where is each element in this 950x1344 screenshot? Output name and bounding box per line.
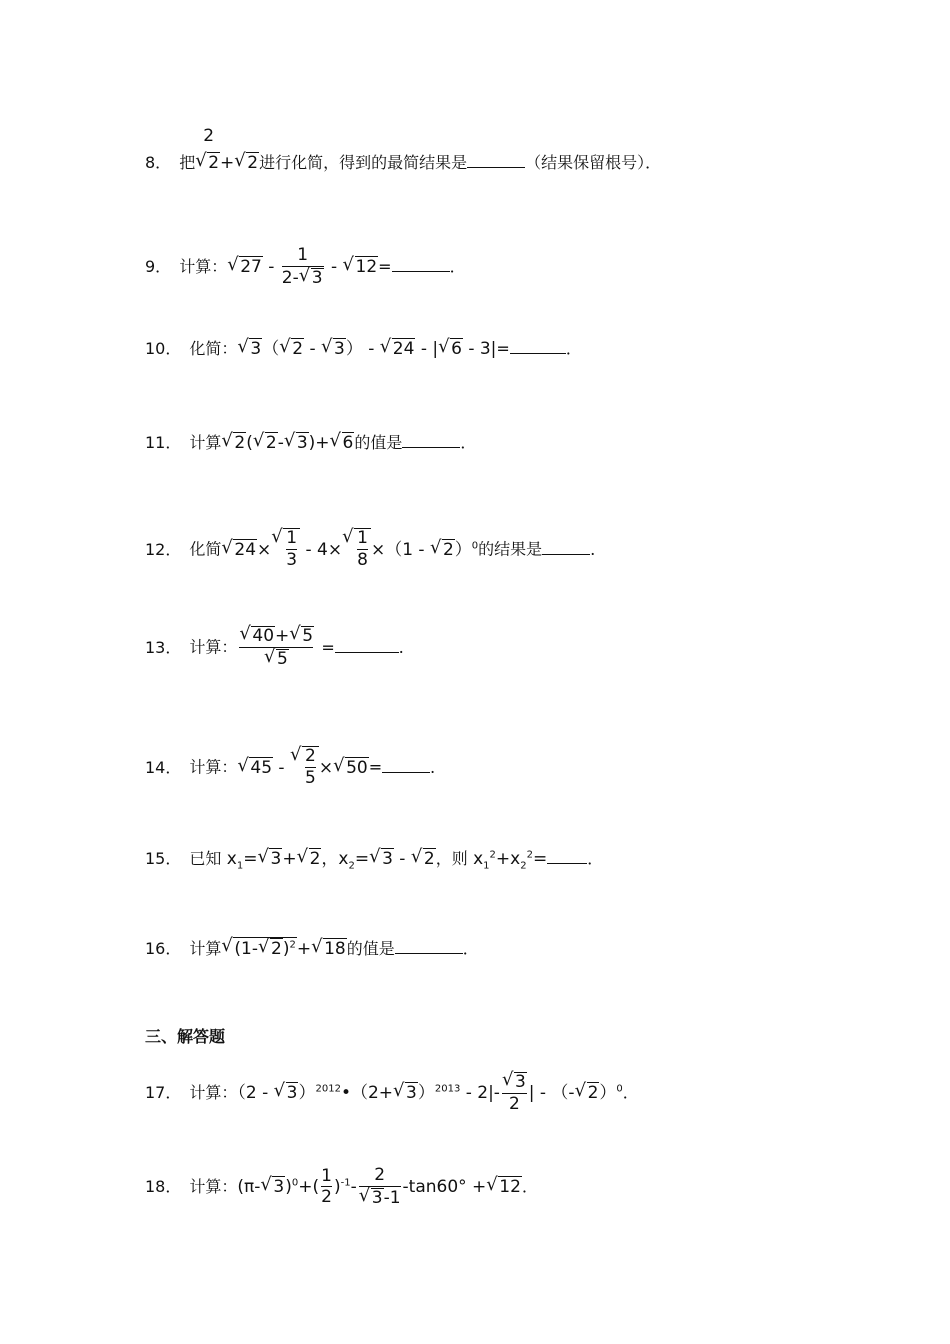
question-text: = bbox=[368, 757, 383, 777]
answer-blank[interactable] bbox=[402, 431, 460, 448]
question-13 bbox=[145, 626, 415, 669]
question-17 bbox=[145, 1072, 639, 1114]
answer-blank[interactable] bbox=[395, 937, 463, 954]
question-text: 的值是 bbox=[354, 433, 403, 452]
question-text: ． bbox=[462, 939, 479, 958]
question-text: ． bbox=[590, 539, 607, 559]
question-number: 8． bbox=[145, 153, 172, 172]
question-text: 已知 bbox=[189, 849, 222, 868]
question-9 bbox=[145, 246, 466, 288]
math-expression: $x_1=√$ 3+√ 2，$x_2=√$ 3 - √ 2 bbox=[221, 849, 435, 869]
question-text: ． bbox=[622, 1083, 639, 1103]
math-expression: (π-√ 3)$^0$+( $\frac{1}{2}$ )$^{-1}$- 2 √ 3-1 -tan60° +√ 12 bbox=[237, 1177, 522, 1197]
question-text: ，则 bbox=[435, 849, 468, 868]
question-text: 计算： bbox=[179, 257, 228, 277]
question-18 bbox=[145, 1166, 538, 1208]
question-text: ． bbox=[398, 637, 415, 657]
question-number: 13． bbox=[145, 637, 182, 657]
math-expression: √ 40+√ 5 √ 5 bbox=[237, 638, 315, 658]
question-number: 16． bbox=[145, 939, 182, 958]
question-text: ． bbox=[587, 849, 604, 868]
question-number: 14． bbox=[145, 757, 182, 777]
question-number: 17． bbox=[145, 1083, 182, 1103]
question-text: 化简： bbox=[189, 339, 238, 358]
answer-blank[interactable] bbox=[542, 538, 590, 555]
answer-blank[interactable] bbox=[392, 255, 450, 272]
question-11 bbox=[145, 430, 476, 453]
question-number: 15． bbox=[145, 849, 182, 868]
question-text: 进行化简，得到的最简结果是 bbox=[259, 153, 468, 172]
question-16 bbox=[145, 936, 479, 959]
question-text: ． bbox=[430, 757, 447, 777]
question-text: 计算： bbox=[189, 757, 238, 777]
math-expression: √ 45 - √ $\frac{2}{5}$ ×√ 50 bbox=[237, 758, 368, 778]
question-14 bbox=[145, 746, 446, 788]
question-text: ． bbox=[449, 257, 466, 277]
question-number: 9． bbox=[145, 257, 172, 277]
question-number: 11． bbox=[145, 433, 182, 452]
question-text: 化简 bbox=[189, 539, 222, 559]
math-expression: √ 2(√ 2-√ 3)+√ 6 bbox=[221, 433, 354, 453]
question-number: 18． bbox=[145, 1177, 182, 1197]
question-text: 的值是 bbox=[346, 939, 395, 958]
question-text: 计算： bbox=[189, 1177, 238, 1197]
question-text: = bbox=[496, 339, 510, 358]
question-text: ． bbox=[565, 339, 582, 358]
math-expression: $x_1^2+x_2^2=$ bbox=[467, 849, 548, 872]
question-number: 10． bbox=[145, 339, 182, 358]
math-expression: （2 - √ 3）$^{2012}$•（2+√ 3）$^{2013}$ - 2|- √ $\frac{3}{2}$ | - （-√ 2）$^0$ bbox=[237, 1083, 622, 1103]
question-text: = bbox=[378, 257, 392, 277]
math-expression: 2 √ 2+√ 2 bbox=[195, 153, 259, 173]
question-8 bbox=[145, 126, 662, 173]
math-expression: √ 27 - $\frac{1}{2-√ 3}$ - √ 12 bbox=[227, 257, 378, 277]
math-expression: √ (1-√ 2)$^2$+√ 18 bbox=[221, 939, 346, 959]
question-text: ． bbox=[460, 433, 477, 452]
answer-blank[interactable] bbox=[382, 756, 430, 773]
question-text: = bbox=[321, 637, 335, 657]
question-10 bbox=[145, 334, 582, 359]
question-text: 把 bbox=[179, 153, 196, 172]
math-expression: √ 3（√ 2 - √ 3） - √ 24 - |√ 6 - 3| bbox=[237, 339, 496, 359]
question-number: 12． bbox=[145, 539, 182, 559]
answer-blank[interactable] bbox=[510, 337, 566, 354]
question-text: 计算 bbox=[189, 939, 222, 958]
question-text: 计算： bbox=[189, 637, 238, 657]
question-15 bbox=[145, 844, 603, 871]
question-text: 计算： bbox=[189, 1083, 238, 1103]
question-12 bbox=[145, 528, 606, 570]
question-text: （结果保留根号）． bbox=[525, 153, 662, 172]
answer-blank[interactable] bbox=[547, 847, 587, 864]
section-heading: 三、解答题 bbox=[145, 1027, 226, 1046]
question-text: ． bbox=[521, 1177, 538, 1197]
answer-blank[interactable] bbox=[467, 151, 525, 168]
math-expression: √ 24× √ $\frac{1}{3}$ - 4× √ $\frac{1}{8}$ ×（1 - √ 2）$^0$ bbox=[221, 540, 478, 560]
question-text: 的结果是 bbox=[478, 539, 543, 559]
answer-blank[interactable] bbox=[335, 636, 399, 653]
question-text: 计算 bbox=[189, 433, 222, 452]
